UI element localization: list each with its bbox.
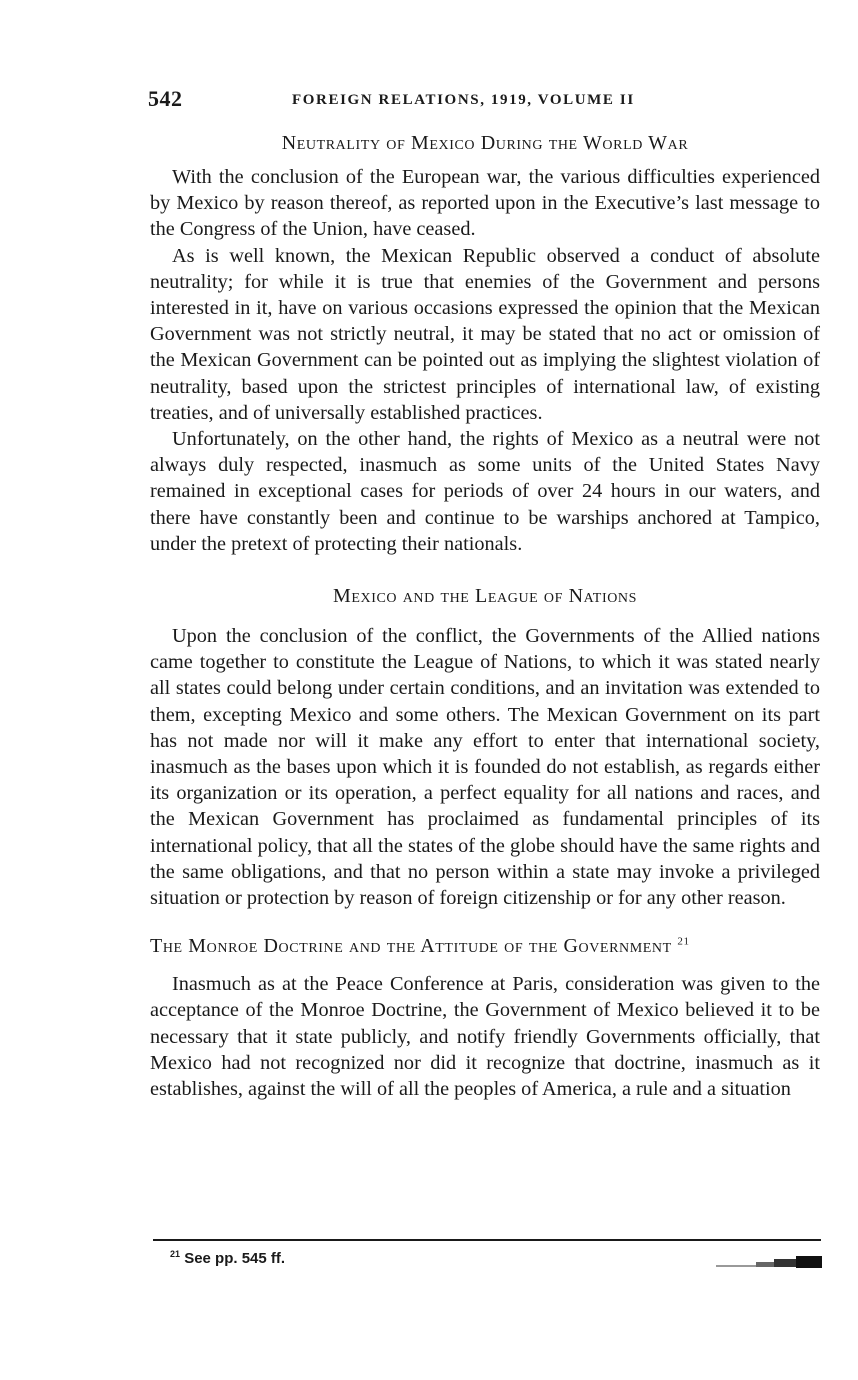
footnote [170,1250,285,1267]
paragraph-neutrality-3: Unfortunately, on the other hand, the rights of Mexico as a neutral were not always duly respected, inasmuch as some units of the United States Navy remained in exceptional cases for periods of over 24 hours in our waters, and there have constantly been and continue to be warships anchored at Tampico, under the pretext of protecting their nationals. [150,428,820,555]
page-number: 542 [148,86,183,111]
paragraph-neutrality-1: With the conclusion of the European war, the various difficulties experienced by Mexico by reason thereof, as reported upon in the Executive’s last message to the Congress of the Union, have ceased. [150,166,820,241]
printer-mark-graphic [716,1256,822,1268]
footnote-text: See pp. 545 ff. [184,1250,286,1267]
footnote-marker: 21 [170,1249,181,1259]
footnote-rule [153,1239,821,1241]
paragraph-monroe-1: Inasmuch as at the Peace Conference at Paris, consideration was given to the acceptance of the Monroe Doctrine, the Government of Mexico believed it to be necessary that it state publicly, and notify friendly Governments officially, that Mexico had not recognized nor did it recognize that doctrine, inasmuch as it establishes, against the will of all the peoples of America, a rule and a situation [150,973,820,1101]
footnote-reference: 21 [677,935,690,948]
running-title: FOREIGN RELATIONS, 1919, VOLUME II [292,92,635,108]
section-heading-monroe-text: The Monroe Doctrine and the Attitude of the Government [150,935,672,958]
document-page [150,86,820,1102]
paragraph-league-1: Upon the conclusion of the conflict, the Governments of the Allied nations came together to constitute the League of Nations, to which it was stated nearly all states could belong under certain conditions, and an invitation was extended to them, excepting Mexico and some others. The Mexican Government on its part has not made nor will it make any effort to enter that international society, inasmuch as the bases upon which it is founded do not establish, as regards either its organization or its operation, a perfect equality for all nations and races, and the Mexican Government has proclaimed as fundamental principles of its international policy, that all the states of the globe should have the same rights and the same obligations, and that no person within a state may invoke a privileged situation or protection by reason of foreign citizenship or for any other reason. [150,625,820,910]
section-heading-monroe [150,933,820,959]
section-heading-league: Mexico and the League of Nations [332,585,638,608]
paragraph-neutrality-2: As is well known, the Mexican Republic observed a conduct of absolute neutrality; for while it is true that enemies of the Government and persons interested in it, have on various occasions expressed the opinion that the Mexican Government was not strictly neutral, it may be stated that no act or omission of the Mexican Government can be pointed out as implying the slightest violation of neutrality, based upon the strictest principles of international law, of existing treaties, and of universally established practices. [150,244,820,424]
section-heading-neutrality: Neutrality of Mexico During the World War [281,132,689,154]
running-head [150,86,820,116]
